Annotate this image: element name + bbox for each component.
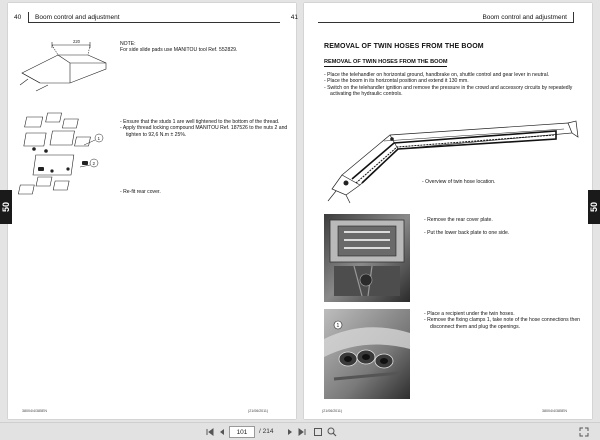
page-total: / 214	[259, 428, 274, 435]
right-header-title: Boom control and adjustment	[318, 12, 574, 23]
right-section-tab	[588, 190, 600, 224]
intro-step-1: - Place the telehandler on horizontal ground, handbrake on, shuttle control and gear lever in neutral.	[324, 72, 550, 78]
fullscreen-icon[interactable]	[578, 426, 590, 438]
callout-1: 1	[97, 136, 101, 141]
intro-step-3: - Switch on the telehandler ignition and remove the pressure in the crowd and accessory circuits by repeatedly activating the hydraulic controls.	[324, 84, 573, 98]
left-page-number: 40	[14, 14, 22, 21]
section-title: REMOVAL OF TWIN HOSES FROM THE BOOM	[324, 43, 484, 50]
right-footer-date: (21/06/2011)	[322, 409, 343, 413]
right-tab-label: 50	[588, 201, 599, 213]
step-thread-lock: - Apply thread locking compound MANITOU Ref. 187526 to the nuts 2 and tighten to 92,6 N.m ± 25%.	[120, 125, 288, 138]
studs-exploded-drawing	[22, 111, 118, 203]
rear-cover-photo	[324, 214, 410, 302]
photo2-steps	[424, 311, 582, 330]
step-recipient: - Place a recipient under the twin hoses.	[424, 311, 515, 317]
step-lower-plate: - Put the lower back plate to one side.	[424, 230, 510, 237]
refit-step	[120, 189, 288, 195]
first-page-icon[interactable]	[204, 426, 216, 438]
left-page	[8, 3, 296, 419]
left-footer-code: 38004/4/385EN	[22, 409, 47, 413]
next-page-icon[interactable]	[284, 426, 296, 438]
left-header-title: Boom control and adjustment	[28, 12, 280, 23]
slide-pad-drawing	[18, 33, 114, 91]
intro-step-2: - Place the boom in its horizontal position and extend it 130 mm.	[324, 78, 469, 85]
intro-steps	[324, 72, 582, 98]
left-footer-date: (21/06/2011)	[248, 409, 269, 413]
left-tab-label: 50	[0, 201, 11, 213]
callout-2: 2	[92, 161, 96, 166]
step-remove-cover: - Remove the rear cover plate.	[424, 217, 493, 223]
photo1-steps	[424, 217, 582, 237]
fit-page-icon[interactable]	[312, 426, 324, 438]
note-heading: NOTE:	[120, 41, 136, 47]
step-refit-cover: - Re-fit rear cover.	[120, 189, 161, 195]
note-text: For side slide pads use MANITOU tool Ref. 552829.	[120, 47, 238, 54]
studs-steps	[120, 119, 288, 138]
dimension-label: 220	[73, 39, 80, 44]
photo-callout-1: 1	[336, 323, 340, 329]
right-footer-code: 38004/4/385EN	[542, 409, 567, 413]
step-studs: - Ensure that the studs 1 are well tightened to the bottom of the thread.	[120, 119, 280, 125]
prev-page-icon[interactable]	[216, 426, 228, 438]
right-page	[290, 3, 592, 419]
boom-twin-hose-drawing	[320, 113, 580, 203]
section-subtitle: REMOVAL OF TWIN HOSES FROM THE BOOM	[324, 59, 448, 65]
twin-hoses-photo	[324, 309, 410, 399]
viewer-toolbar	[0, 422, 600, 440]
step-remove-clamps: - Remove the fixing clamps 1, take note of the hose connections then disconnect them and plug the openings.	[424, 317, 581, 330]
last-page-icon[interactable]	[296, 426, 308, 438]
page-number-input[interactable]	[229, 426, 255, 438]
zoom-icon[interactable]	[326, 426, 338, 438]
left-section-tab	[0, 190, 12, 224]
boom-caption: - Overview of twin hose location.	[422, 179, 496, 185]
note-block	[120, 41, 285, 54]
right-page-number: 41	[290, 14, 298, 21]
